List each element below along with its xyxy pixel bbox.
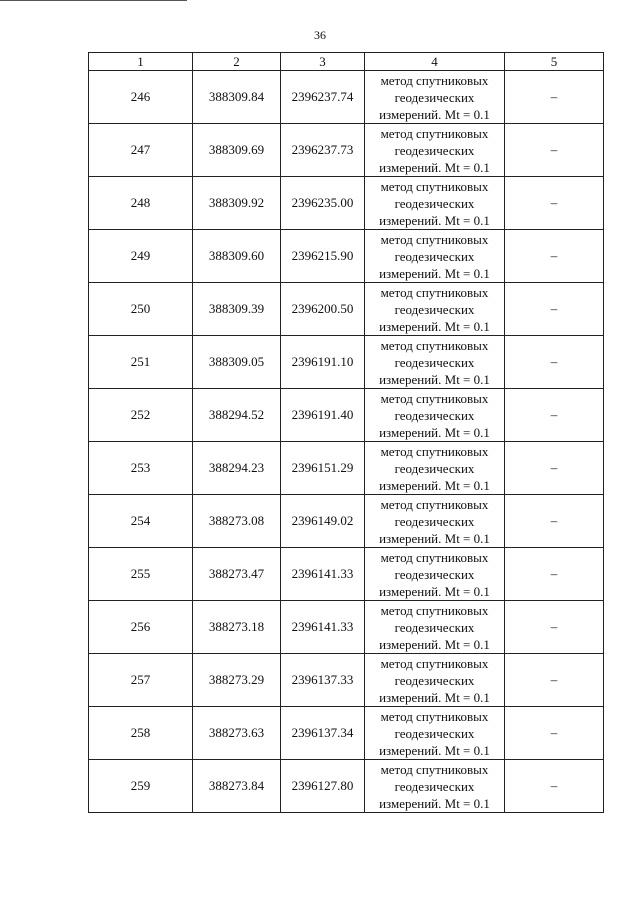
- method-line: измерений. Mt = 0.1: [379, 477, 490, 493]
- table-row: [89, 760, 604, 813]
- method-cell: [365, 601, 505, 654]
- method-line: геодезических: [394, 248, 475, 264]
- x-coordinate-cell: 388273.29: [193, 654, 281, 707]
- top-rule: [0, 0, 187, 1]
- method-line: геодезических: [394, 89, 475, 105]
- method-line: измерений. Mt = 0.1: [379, 265, 490, 281]
- method-line: геодезических: [394, 460, 475, 476]
- method-line: метод спутниковых: [380, 549, 489, 565]
- point-number-cell: 251: [89, 336, 193, 389]
- method-line: геодезических: [394, 566, 475, 582]
- method-line: измерений. Mt = 0.1: [379, 530, 490, 546]
- method-cell: [365, 230, 505, 283]
- point-number-cell: 256: [89, 601, 193, 654]
- method-line: метод спутниковых: [380, 178, 489, 194]
- coordinates-table: [88, 52, 604, 813]
- method-line: геодезических: [394, 354, 475, 370]
- method-line: измерений. Mt = 0.1: [379, 424, 490, 440]
- method-line: измерений. Mt = 0.1: [379, 106, 490, 122]
- note-cell: –: [505, 389, 604, 442]
- method-line: метод спутниковых: [380, 390, 489, 406]
- method-cell: [365, 124, 505, 177]
- x-coordinate-cell: 388273.08: [193, 495, 281, 548]
- point-number-cell: 255: [89, 548, 193, 601]
- page-number: 36: [314, 28, 326, 42]
- note-cell: –: [505, 760, 604, 813]
- x-coordinate-cell: 388309.60: [193, 230, 281, 283]
- method-line: метод спутниковых: [380, 496, 489, 512]
- table-row: [89, 283, 604, 336]
- point-number-cell: 247: [89, 124, 193, 177]
- method-line: метод спутниковых: [380, 284, 489, 300]
- y-coordinate-cell: 2396141.33: [281, 548, 365, 601]
- method-line: метод спутниковых: [380, 337, 489, 353]
- method-line: геодезических: [394, 513, 475, 529]
- x-coordinate-cell: 388309.92: [193, 177, 281, 230]
- point-number-cell: 259: [89, 760, 193, 813]
- method-line: геодезических: [394, 301, 475, 317]
- method-line: метод спутниковых: [380, 655, 489, 671]
- point-number-cell: 252: [89, 389, 193, 442]
- note-cell: –: [505, 283, 604, 336]
- x-coordinate-cell: 388273.18: [193, 601, 281, 654]
- method-line: геодезических: [394, 619, 475, 635]
- table-row: [89, 71, 604, 124]
- method-line: измерений. Mt = 0.1: [379, 371, 490, 387]
- y-coordinate-cell: 2396141.33: [281, 601, 365, 654]
- table-row: [89, 707, 604, 760]
- y-coordinate-cell: 2396235.00: [281, 177, 365, 230]
- note-cell: –: [505, 654, 604, 707]
- table-row: [89, 230, 604, 283]
- method-line: измерений. Mt = 0.1: [379, 318, 490, 334]
- y-coordinate-cell: 2396149.02: [281, 495, 365, 548]
- method-cell: [365, 389, 505, 442]
- method-line: геодезических: [394, 195, 475, 211]
- table-header: [89, 53, 604, 71]
- header-row: [89, 53, 604, 71]
- note-cell: –: [505, 71, 604, 124]
- table-row: [89, 442, 604, 495]
- method-line: метод спутниковых: [380, 72, 489, 88]
- method-line: геодезических: [394, 778, 475, 794]
- y-coordinate-cell: 2396137.34: [281, 707, 365, 760]
- y-coordinate-cell: 2396200.50: [281, 283, 365, 336]
- x-coordinate-cell: 388294.23: [193, 442, 281, 495]
- method-cell: [365, 654, 505, 707]
- method-cell: [365, 283, 505, 336]
- method-line: измерений. Mt = 0.1: [379, 689, 490, 705]
- point-number-cell: 258: [89, 707, 193, 760]
- y-coordinate-cell: 2396151.29: [281, 442, 365, 495]
- method-line: измерений. Mt = 0.1: [379, 583, 490, 599]
- note-cell: –: [505, 177, 604, 230]
- table-row: [89, 177, 604, 230]
- header-col-2: 2: [193, 53, 281, 71]
- header-col-4: 4: [365, 53, 505, 71]
- point-number-cell: 246: [89, 71, 193, 124]
- y-coordinate-cell: 2396215.90: [281, 230, 365, 283]
- method-line: измерений. Mt = 0.1: [379, 636, 490, 652]
- header-col-5: 5: [505, 53, 604, 71]
- point-number-cell: 250: [89, 283, 193, 336]
- method-cell: [365, 177, 505, 230]
- point-number-cell: 257: [89, 654, 193, 707]
- x-coordinate-cell: 388309.69: [193, 124, 281, 177]
- method-line: измерений. Mt = 0.1: [379, 742, 490, 758]
- note-cell: –: [505, 442, 604, 495]
- method-cell: [365, 495, 505, 548]
- point-number-cell: 253: [89, 442, 193, 495]
- method-line: измерений. Mt = 0.1: [379, 159, 490, 175]
- note-cell: –: [505, 495, 604, 548]
- y-coordinate-cell: 2396137.33: [281, 654, 365, 707]
- note-cell: –: [505, 601, 604, 654]
- y-coordinate-cell: 2396237.73: [281, 124, 365, 177]
- method-line: метод спутниковых: [380, 602, 489, 618]
- method-cell: [365, 707, 505, 760]
- point-number-cell: 249: [89, 230, 193, 283]
- note-cell: –: [505, 124, 604, 177]
- note-cell: –: [505, 548, 604, 601]
- x-coordinate-cell: 388273.47: [193, 548, 281, 601]
- table-row: [89, 601, 604, 654]
- x-coordinate-cell: 388309.05: [193, 336, 281, 389]
- x-coordinate-cell: 388309.39: [193, 283, 281, 336]
- header-col-1: 1: [89, 53, 193, 71]
- method-line: геодезических: [394, 142, 475, 158]
- table-row: [89, 654, 604, 707]
- table-row: [89, 336, 604, 389]
- x-coordinate-cell: 388273.63: [193, 707, 281, 760]
- method-line: геодезических: [394, 672, 475, 688]
- method-line: измерений. Mt = 0.1: [379, 212, 490, 228]
- table-row: [89, 495, 604, 548]
- y-coordinate-cell: 2396237.74: [281, 71, 365, 124]
- x-coordinate-cell: 388309.84: [193, 71, 281, 124]
- note-cell: –: [505, 707, 604, 760]
- method-cell: [365, 336, 505, 389]
- table-row: [89, 124, 604, 177]
- method-cell: [365, 442, 505, 495]
- method-line: метод спутниковых: [380, 443, 489, 459]
- point-number-cell: 248: [89, 177, 193, 230]
- method-line: метод спутниковых: [380, 231, 489, 247]
- note-cell: –: [505, 230, 604, 283]
- method-cell: [365, 760, 505, 813]
- method-line: геодезических: [394, 725, 475, 741]
- method-line: геодезических: [394, 407, 475, 423]
- header-col-3: 3: [281, 53, 365, 71]
- point-number-cell: 254: [89, 495, 193, 548]
- y-coordinate-cell: 2396191.10: [281, 336, 365, 389]
- note-cell: –: [505, 336, 604, 389]
- x-coordinate-cell: 388294.52: [193, 389, 281, 442]
- table-row: [89, 389, 604, 442]
- method-line: метод спутниковых: [380, 761, 489, 777]
- method-cell: [365, 71, 505, 124]
- method-cell: [365, 548, 505, 601]
- x-coordinate-cell: 388273.84: [193, 760, 281, 813]
- y-coordinate-cell: 2396127.80: [281, 760, 365, 813]
- method-line: измерений. Mt = 0.1: [379, 795, 490, 811]
- table-body: [89, 71, 604, 813]
- method-line: метод спутниковых: [380, 708, 489, 724]
- y-coordinate-cell: 2396191.40: [281, 389, 365, 442]
- table-row: [89, 548, 604, 601]
- method-line: метод спутниковых: [380, 125, 489, 141]
